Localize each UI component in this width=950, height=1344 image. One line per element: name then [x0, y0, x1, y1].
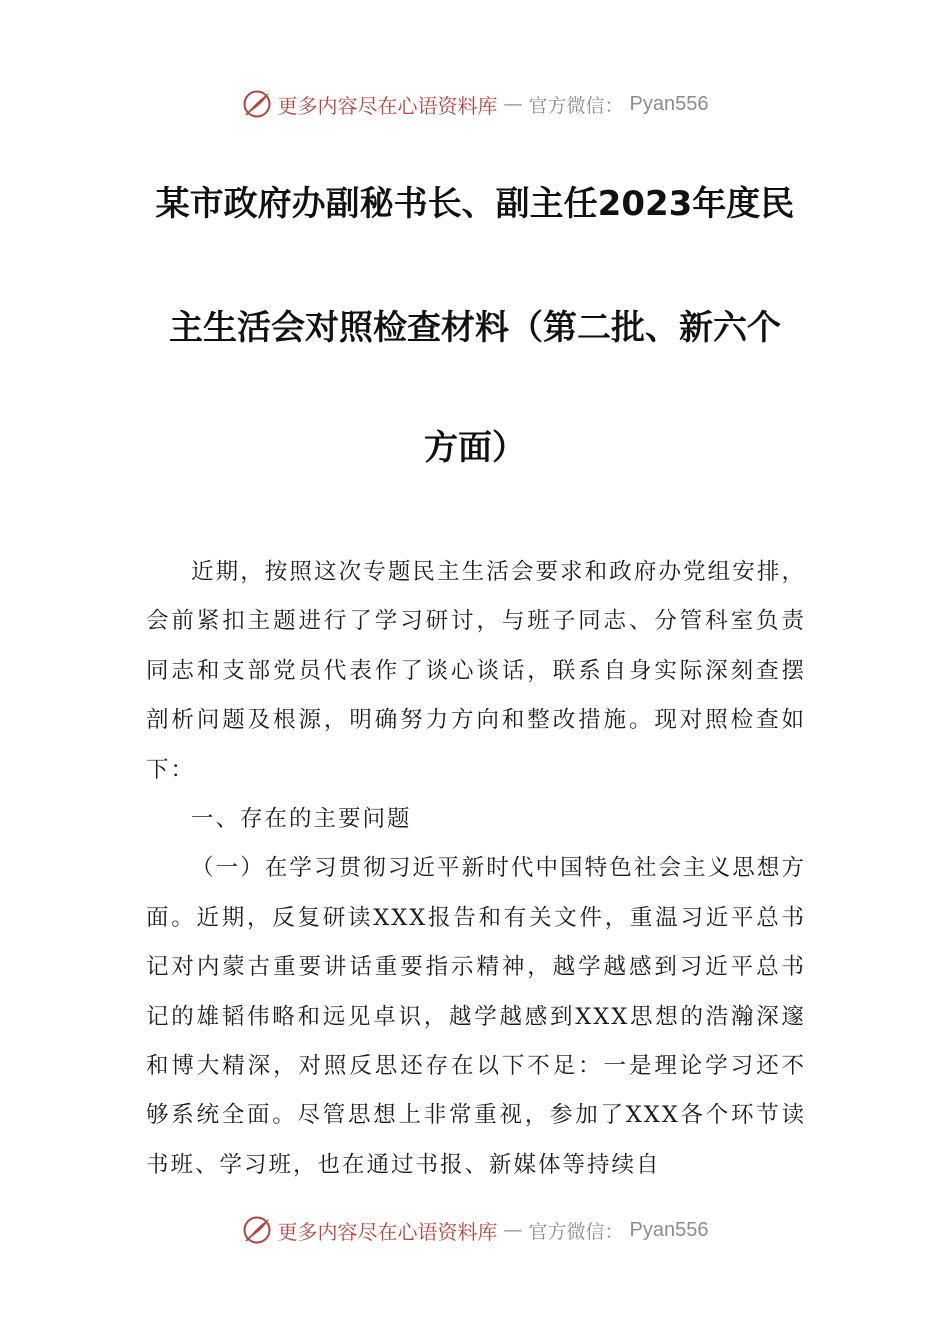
quill-pen-circle-icon	[242, 89, 272, 119]
watermark-wechat-id: Pyan556	[629, 1218, 709, 1241]
watermark-contact-text: 官方微信：	[528, 94, 624, 117]
watermark-contact-text: 官方微信：	[528, 1220, 624, 1243]
document-title-line-2: 主生活会对照检查材料（第二批、新六个	[169, 308, 781, 348]
section-heading: 一、存在的主要问题	[191, 806, 412, 833]
document-title-line-3: 方面）	[424, 428, 526, 468]
watermark-banner-top	[0, 84, 950, 124]
intro-paragraph: 近期，按照这次专题民主生活会要求和政府办党组安排，会前紧扣主题进行了学习研讨，与班子同志、分管科室负责同志和支部党员代表作了谈心谈话，联系自身实际深刻查摆剖析问题及根源，明确努力方向和整改措施。现对照检查如下：	[146, 559, 806, 783]
document-title-line-1: 某市政府办副秘书长、副主任2023年度民	[155, 184, 795, 224]
quill-pen-circle-icon	[242, 1215, 272, 1245]
watermark-banner-bottom	[0, 1210, 950, 1250]
subsection-paragraph: （一）在学习贯彻习近平新时代中国特色社会主义思想方面。近期，反复研读XXX报告和有关文件，重温习近平总书记对内蒙古重要讲话重要指示精神，越学越感到习近平总书记的雄韬伟略和远见卓识，越学越感到XXX思想的浩瀚深邃和博大精深，对照反思还存在以下不足：一是理论学习还不够系统全面。尽管思想上非常重视，参加了XXX各个环节读书班、学习班，也在通过书报、新媒体等持续自	[146, 855, 806, 1178]
document-body	[146, 548, 806, 1190]
watermark-separator: —	[503, 93, 523, 115]
watermark-brand-text: 更多内容尽在心语资料库	[277, 1219, 498, 1244]
watermark-separator: —	[503, 1219, 523, 1241]
watermark-wechat-id: Pyan556	[629, 92, 709, 115]
watermark-brand-text: 更多内容尽在心语资料库	[277, 93, 498, 118]
